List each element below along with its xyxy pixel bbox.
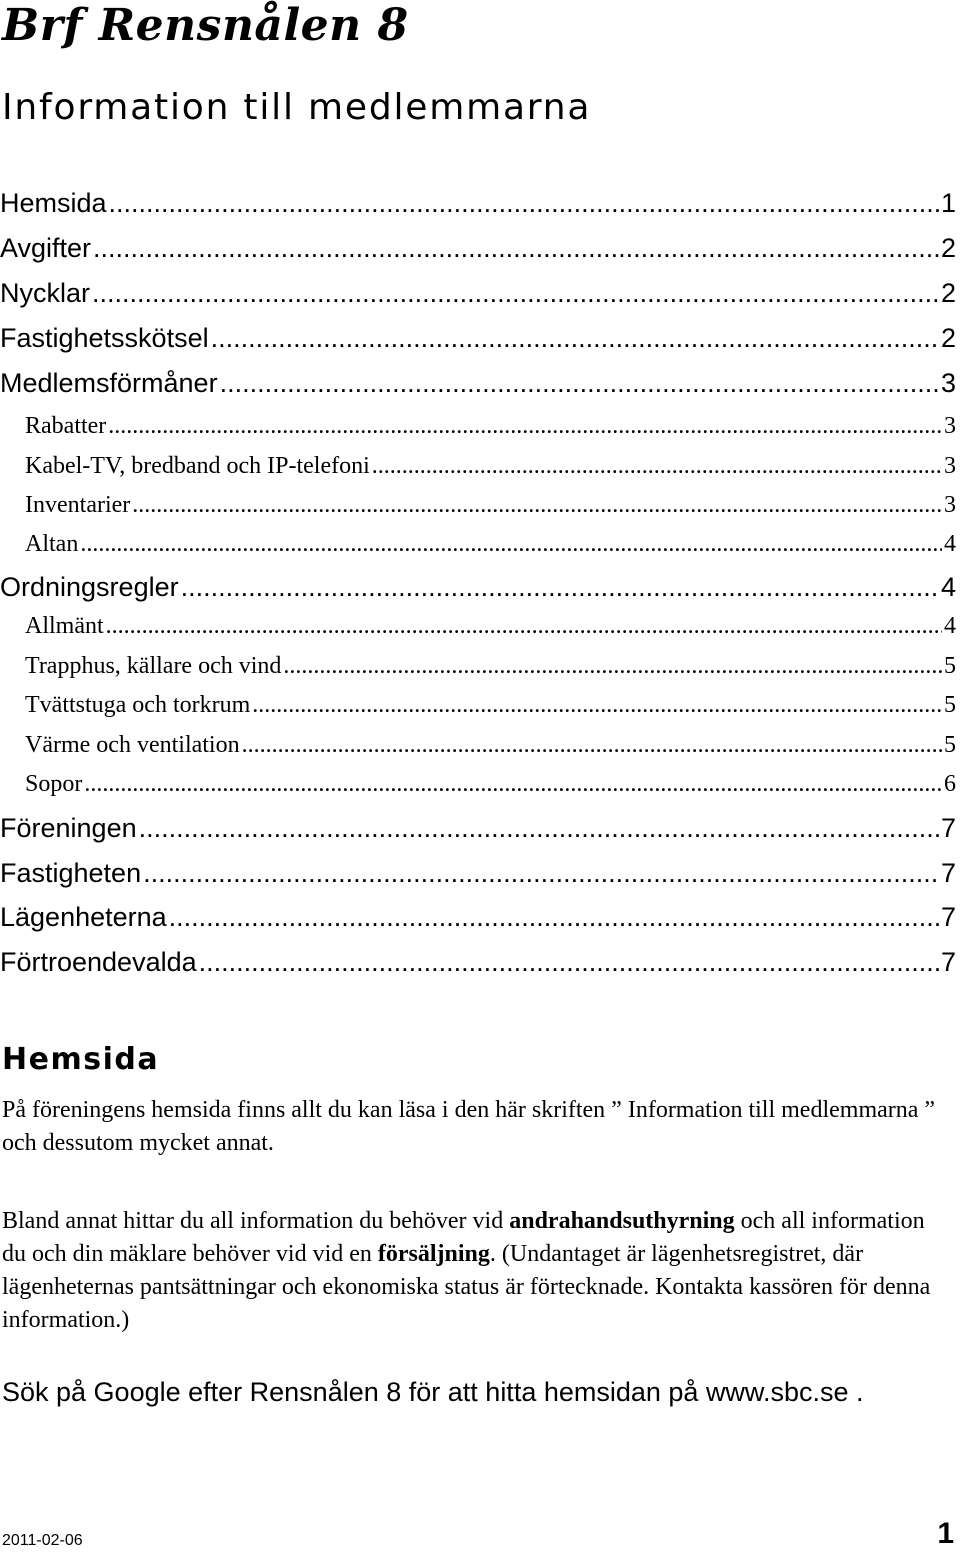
toc-entry-page: 2 xyxy=(940,233,956,263)
paragraph-text: Bland annat hittar du all information du behöver vid xyxy=(2,1208,510,1234)
toc-entry-page: 3 xyxy=(940,368,956,398)
toc-dot-leader xyxy=(283,650,942,682)
toc-entry-label: Rabatter xyxy=(25,413,107,439)
toc-entry-page: 4 xyxy=(944,531,956,557)
toc-entry-label: Förtroendevalda xyxy=(0,947,197,977)
toc-entry-label: Ordningsregler xyxy=(0,572,179,602)
toc-dot-leader xyxy=(109,185,939,221)
toc-entry[interactable] xyxy=(0,185,956,221)
toc-entry-label: Altan xyxy=(25,531,79,557)
toc-entry-page: 5 xyxy=(944,692,956,718)
toc-dot-leader xyxy=(80,528,942,560)
search-instruction: Sök på Google efter Rensnålen 8 för att hitta hemsidan på www.sbc.se . xyxy=(2,1377,864,1407)
toc-entry-page: 1 xyxy=(940,188,956,218)
paragraph-intro: På föreningens hemsida finns allt du kan läsa i den här skriften ” Information till medlemmarna ” och dessutom mycket annat. xyxy=(2,1097,936,1156)
toc-entry[interactable] xyxy=(0,855,956,891)
bold-term-sale: försäljning xyxy=(377,1241,490,1267)
toc-entry[interactable] xyxy=(0,489,956,521)
toc-entry-label: Sopor xyxy=(25,771,83,797)
toc-entry-label: Trapphus, källare och vind xyxy=(25,653,282,679)
toc-entry-page: 2 xyxy=(940,278,956,308)
toc-entry[interactable] xyxy=(0,610,956,642)
toc-entry[interactable] xyxy=(0,768,956,800)
toc-dot-leader xyxy=(181,569,939,605)
toc-dot-leader xyxy=(220,365,939,401)
toc-entry-label: Hemsida xyxy=(0,188,107,218)
toc-dot-leader xyxy=(372,450,942,482)
toc-dot-leader xyxy=(93,230,939,266)
toc-dot-leader xyxy=(169,899,939,935)
toc-entry[interactable] xyxy=(0,230,956,266)
toc-entry[interactable] xyxy=(0,810,956,846)
section-heading-hemsida: Hemsida xyxy=(2,1042,160,1077)
toc-entry-page: 7 xyxy=(940,902,956,932)
toc-dot-leader xyxy=(139,810,939,846)
toc-entry-label: Lägenheterna xyxy=(0,902,167,932)
toc-dot-leader xyxy=(84,768,942,800)
toc-entry-page: 6 xyxy=(944,771,956,797)
toc-entry-label: Allmänt xyxy=(25,613,104,639)
footer-date: 2011-02-06 xyxy=(2,1532,83,1549)
toc-entry[interactable] xyxy=(0,365,956,401)
toc-entry-label: Fastigheten xyxy=(0,858,142,888)
toc-entry-page: 5 xyxy=(944,732,956,758)
toc-entry-page: 3 xyxy=(944,413,956,439)
toc-entry[interactable] xyxy=(0,275,956,311)
toc-entry-page: 7 xyxy=(940,813,956,843)
toc-entry-label: Inventarier xyxy=(25,492,131,518)
toc-entry-label: Tvättstuga och torkrum xyxy=(25,692,251,718)
toc-dot-leader xyxy=(132,489,942,521)
document-title: Information till medlemmarna xyxy=(2,87,592,128)
toc-entry-page: 4 xyxy=(940,572,956,602)
toc-entry[interactable] xyxy=(0,569,956,605)
paragraph-text: och all information du och din mäklare behöver vid vid en xyxy=(2,1208,925,1267)
toc-entry[interactable] xyxy=(0,528,956,560)
toc-dot-leader xyxy=(92,275,939,311)
toc-entry-page: 7 xyxy=(940,858,956,888)
toc-entry[interactable] xyxy=(0,899,956,935)
toc-entry[interactable] xyxy=(0,450,956,482)
toc-dot-leader xyxy=(143,855,939,891)
toc-entry-label: Medlemsförmåner xyxy=(0,368,218,398)
toc-entry-page: 2 xyxy=(940,323,956,353)
toc-entry-page: 3 xyxy=(944,453,956,479)
toc-entry-page: 3 xyxy=(944,492,956,518)
toc-entry-label: Föreningen xyxy=(0,813,137,843)
toc-entry-label: Nycklar xyxy=(0,278,91,308)
toc-entry-page: 4 xyxy=(944,613,956,639)
bold-term-sublet: andrahandsuthyrning xyxy=(509,1208,735,1234)
toc-entry-label: Fastighetsskötsel xyxy=(0,323,209,353)
toc-dot-leader xyxy=(242,729,942,761)
toc-dot-leader xyxy=(106,610,942,642)
toc-entry[interactable] xyxy=(0,650,956,682)
toc-entry-page: 5 xyxy=(944,653,956,679)
toc-dot-leader xyxy=(108,410,942,442)
toc-dot-leader xyxy=(252,689,942,721)
toc-entry[interactable] xyxy=(0,944,956,980)
toc-entry-label: Värme och ventilation xyxy=(25,732,240,758)
toc-entry-page: 7 xyxy=(940,947,956,977)
toc-dot-leader xyxy=(199,944,939,980)
toc-dot-leader xyxy=(211,320,939,356)
toc-entry-label: Avgifter xyxy=(0,233,92,263)
footer-page-number: 1 xyxy=(937,1517,954,1550)
toc-entry[interactable] xyxy=(0,320,956,356)
toc-entry[interactable] xyxy=(0,729,956,761)
paragraph-details xyxy=(2,1205,942,1337)
association-name: Brf Rensnålen 8 xyxy=(2,0,409,51)
toc-entry[interactable] xyxy=(0,689,956,721)
toc-entry[interactable] xyxy=(0,410,956,442)
toc-entry-label: Kabel-TV, bredband och IP-telefoni xyxy=(25,453,370,479)
paragraph-text: . (Undantaget är lägenhetsregistret, där lägenheternas pantsättningar och ekonomiska status är förtecknade. Kontakta kassören för denna information.) xyxy=(2,1241,931,1333)
